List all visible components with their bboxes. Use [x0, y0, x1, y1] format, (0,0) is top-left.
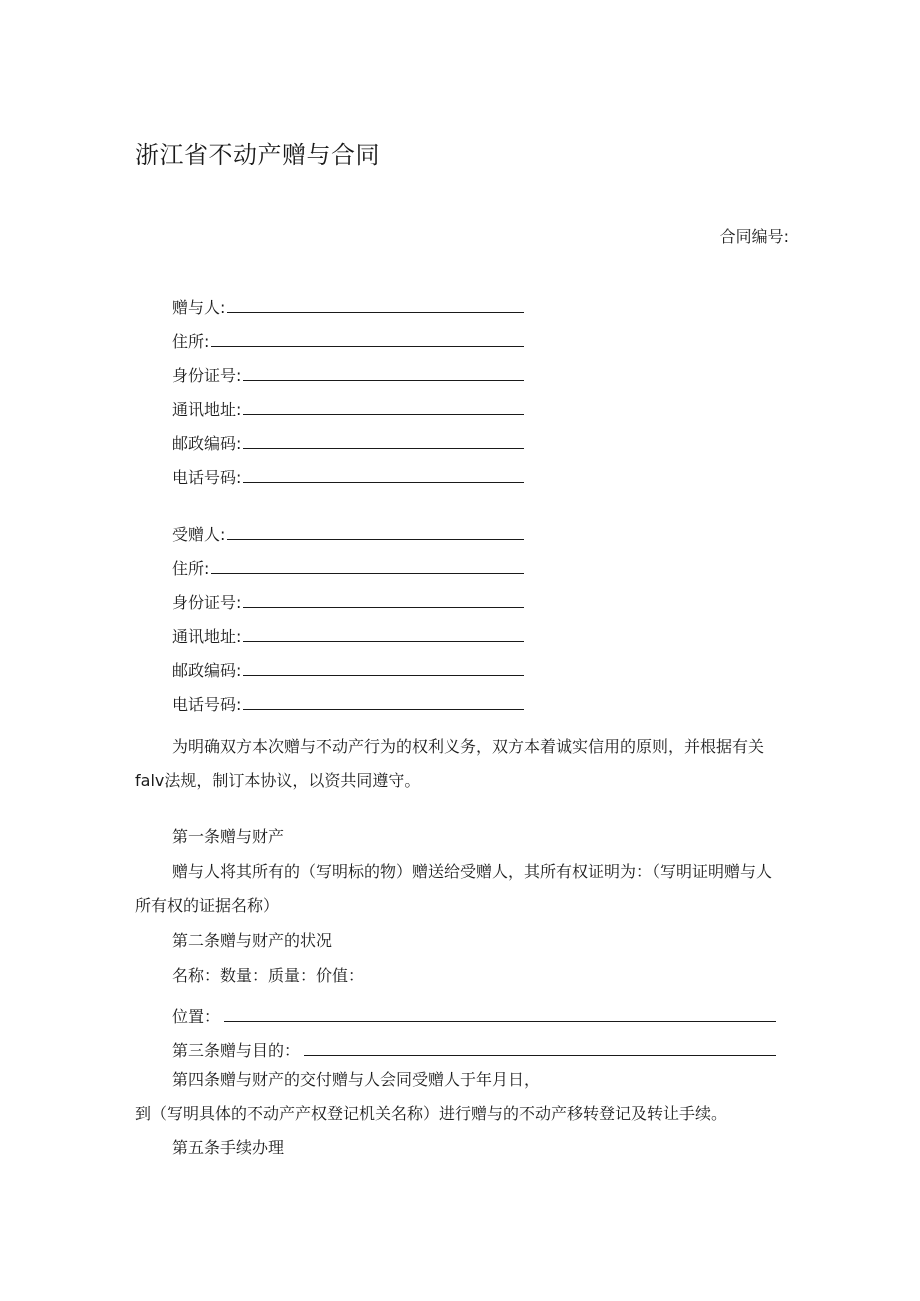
blank-line [243, 413, 524, 415]
donee-name-field [172, 511, 524, 545]
blank-line [243, 640, 524, 642]
field-label: 通讯地址: [172, 400, 242, 419]
article-3-field [172, 1027, 776, 1061]
preamble-paragraph: 为明确双方本次赠与不动产行为的权利义务，双方本着诚实信用的原则，并根据有关falv法规，制订本协议，以资共同遵守。 [135, 737, 765, 790]
blank-line [227, 311, 524, 313]
location-field [172, 993, 776, 1027]
article-1-heading: 第一条赠与财产 [172, 827, 285, 846]
blank-line [243, 379, 524, 381]
field-label: 邮政编码: [172, 661, 242, 680]
field-label: 身份证号: [172, 366, 242, 385]
donor-mail-field [172, 386, 524, 420]
article-1-body: 赠与人将其所有的（写明标的物）赠送给受赠人，其所有权证明为：（写明证明赠与人所有权的证据名称） [135, 862, 773, 915]
field-label: 受赠人: [172, 525, 226, 544]
donee-address-field [172, 545, 524, 579]
donee-section [172, 511, 524, 715]
blank-line [243, 481, 524, 483]
blank-line [224, 1020, 776, 1022]
blank-line [211, 345, 524, 347]
blank-line [211, 572, 524, 574]
field-label: 住所: [172, 559, 210, 578]
blank-line [243, 606, 524, 608]
donor-id-field [172, 352, 524, 386]
donor-address-field [172, 318, 524, 352]
blank-line [243, 708, 524, 710]
field-label: 电话号码: [172, 468, 242, 487]
field-label: 第三条赠与目的： [172, 1041, 301, 1060]
donor-postcode-field [172, 420, 524, 454]
blank-line [243, 447, 524, 449]
donee-postcode-field [172, 647, 524, 681]
article-2-heading: 第二条赠与财产的状况 [172, 931, 333, 950]
field-label: 位置： [172, 1007, 221, 1026]
donor-section [172, 284, 524, 488]
article-4-line-2: 到（写明具体的不动产产权登记机关名称）进行赠与的不动产移转登记及转让手续。 [135, 1104, 728, 1123]
field-label: 电话号码: [172, 695, 242, 714]
article-4-line-1: 第四条赠与财产的交付赠与人会同受赠人于年月日， [172, 1070, 541, 1089]
article-5-heading: 第五条手续办理 [172, 1138, 285, 1157]
donor-phone-field [172, 454, 524, 488]
page-title: 浙江省不动产赠与合同 [135, 141, 380, 169]
donee-phone-field [172, 681, 524, 715]
article-2-items: 名称：数量：质量：价值： [172, 966, 365, 985]
field-label: 住所: [172, 332, 210, 351]
field-label: 通讯地址: [172, 627, 242, 646]
contract-number-label: 合同编号: [719, 227, 789, 246]
donee-mail-field [172, 613, 524, 647]
donee-id-field [172, 579, 524, 613]
donor-name-field [172, 284, 524, 318]
field-label: 邮政编码: [172, 434, 242, 453]
blank-line [243, 674, 524, 676]
field-label: 身份证号: [172, 593, 242, 612]
blank-line [304, 1054, 776, 1056]
blank-line [227, 538, 524, 540]
field-label: 赠与人: [172, 298, 226, 317]
